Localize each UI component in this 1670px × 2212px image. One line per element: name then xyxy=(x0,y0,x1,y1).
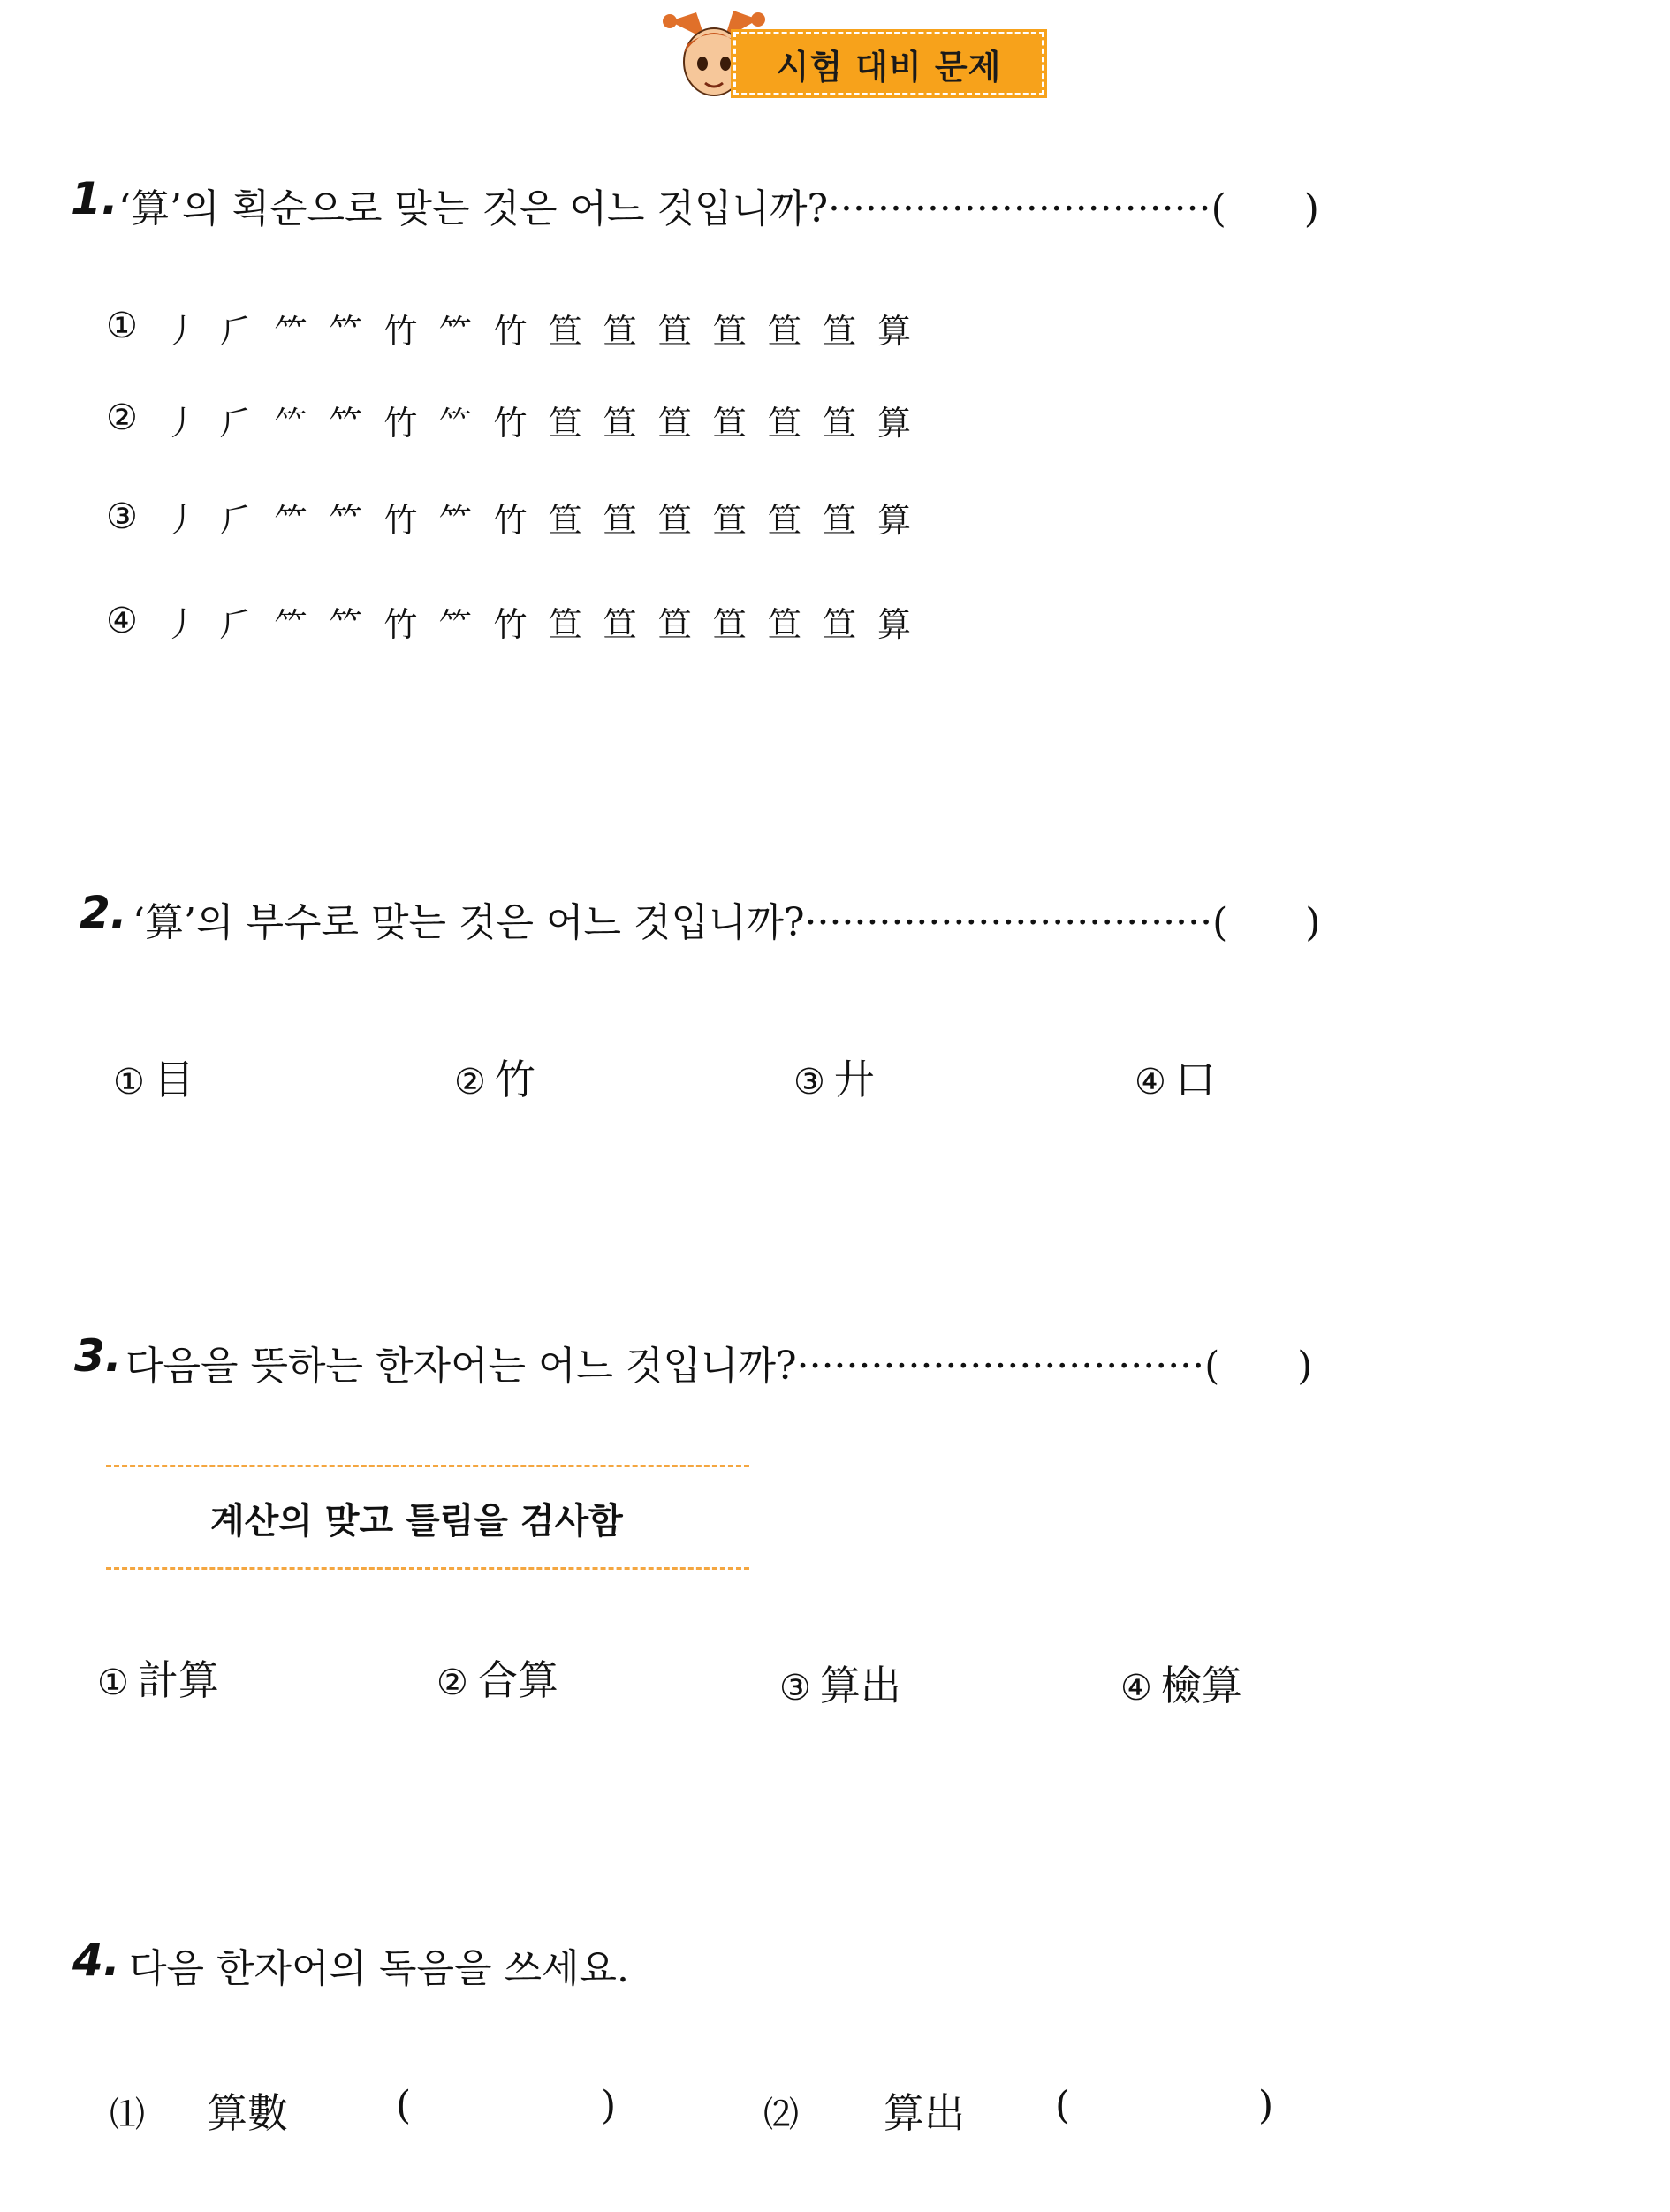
q2-choice-4-char: 口 xyxy=(1174,1056,1216,1103)
q2-choice-3-number: ③ xyxy=(793,1062,825,1102)
q2-choice-3[interactable] xyxy=(793,1048,875,1106)
q2-choice-2-char: 竹 xyxy=(494,1056,535,1103)
q1-option-4-strokes[interactable]: 丿 ⺁ ⺮ 𥫗 竹 ⺮ 竹 笪 笪 笪 笪 笪 笪 算 xyxy=(164,605,917,644)
q2-choice-2-number: ② xyxy=(454,1062,486,1102)
q1-option-3-number: ③ xyxy=(106,496,138,537)
q3-choice-2-number: ② xyxy=(436,1663,468,1703)
q1-option-4-number: ④ xyxy=(106,601,138,641)
q1-option-1-strokes[interactable]: 丿 ⺁ ⺮ 𥫗 竹 ⺮ 竹 笪 笪 笪 笪 笪 笪 算 xyxy=(164,312,917,351)
q4-item-1-open-paren: ( xyxy=(396,2083,412,2128)
question-3-number: 3. xyxy=(74,1330,122,1382)
question-2-number: 2. xyxy=(80,887,127,938)
q3-choice-3[interactable] xyxy=(779,1654,901,1712)
q3-choice-3-number: ③ xyxy=(779,1668,811,1708)
question-2-text: ‘算’의 부수로 맞는 것은 어느 것입니까?·································( ) xyxy=(133,900,1321,945)
definition-bottom-divider xyxy=(106,1567,749,1570)
q4-item-2-word: 算出 xyxy=(884,2089,965,2137)
question-3-text: 다음을 뜻하는 한자어는 어느 것입니까?·································( ) xyxy=(125,1344,1313,1389)
definition-text: 계산의 맞고 틀림을 검사함 xyxy=(210,1501,623,1542)
question-4-text: 다음 한자어의 독음을 쓰세요. xyxy=(129,1946,629,1991)
q1-option-3-strokes[interactable]: 丿 ⺁ ⺮ 𥫗 竹 ⺮ 竹 笪 笪 笪 笪 笪 笪 算 xyxy=(164,501,917,540)
q2-choice-1[interactable] xyxy=(113,1048,194,1106)
q2-choice-2[interactable] xyxy=(454,1048,535,1106)
q4-item-2-open-paren: ( xyxy=(1055,2083,1071,2128)
question-1-text: ‘算’의 획순으로 맞는 것은 어느 것입니까?·······························( ) xyxy=(118,186,1319,231)
question-4-number: 4. xyxy=(72,1935,120,1986)
definition-top-divider xyxy=(106,1465,749,1467)
q4-item-1-close-paren: ) xyxy=(601,2083,617,2128)
q4-item-2-close-paren: ) xyxy=(1258,2083,1274,2128)
q1-option-2-number: ② xyxy=(106,398,138,438)
q4-item-1-answer-blank[interactable] xyxy=(421,2076,594,2138)
q3-choice-4[interactable] xyxy=(1120,1654,1242,1712)
q1-option-2-strokes[interactable]: 丿 ⺁ ⺮ 𥫗 竹 ⺮ 竹 笪 笪 笪 笪 笪 笪 算 xyxy=(164,404,917,443)
header-badge: 시험 대비 문제 xyxy=(733,32,1044,95)
q3-choice-2-word: 合算 xyxy=(476,1656,558,1704)
q2-choice-3-char: 廾 xyxy=(833,1056,875,1103)
q1-option-1-number: ① xyxy=(106,306,138,346)
q3-choice-4-word: 檢算 xyxy=(1160,1662,1242,1709)
q3-choice-1-word: 計算 xyxy=(137,1656,219,1704)
q3-choice-2[interactable] xyxy=(436,1648,558,1707)
q2-choice-1-number: ① xyxy=(113,1062,145,1102)
q3-choice-4-number: ④ xyxy=(1120,1668,1152,1708)
question-1-number: 1. xyxy=(71,173,118,224)
q3-choice-1[interactable] xyxy=(97,1648,219,1707)
q2-choice-4-number: ④ xyxy=(1135,1062,1166,1102)
q2-choice-4[interactable] xyxy=(1135,1048,1216,1106)
q4-item-2-answer-blank[interactable] xyxy=(1080,2076,1253,2138)
q4-item-1-number: ⑴ xyxy=(110,2095,145,2135)
q2-choice-1-char: 目 xyxy=(153,1056,194,1103)
q4-item-1-word: 算數 xyxy=(207,2089,288,2137)
q4-item-2-number: ⑵ xyxy=(763,2095,799,2135)
q3-choice-3-word: 算出 xyxy=(819,1662,901,1709)
q3-choice-1-number: ① xyxy=(97,1663,129,1703)
